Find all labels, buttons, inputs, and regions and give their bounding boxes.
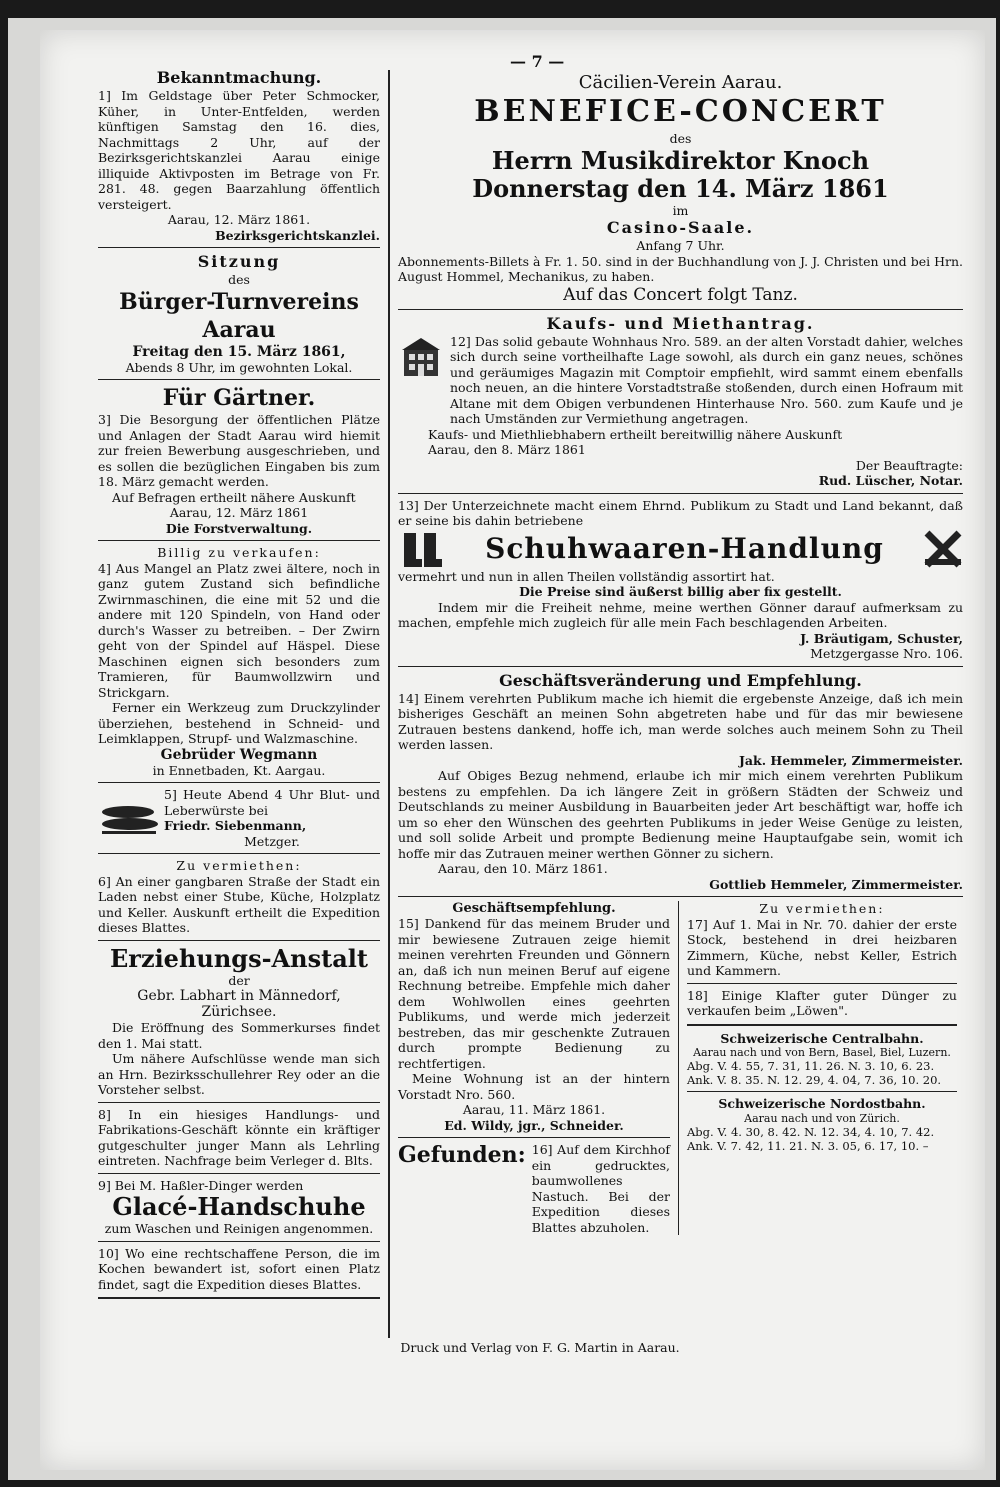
ad-text: Ferner ein Werkzeug zum Druckzylinder überziehen, bestehend in Schneid- und Leimklappen, Strupf- und Walzmaschine. — [98, 700, 380, 746]
ad-text: zum Waschen und Reinigen angenommen. — [104, 1221, 374, 1236]
column-divider — [388, 70, 390, 1338]
ad-signature: Jak. Hemmeler, Zimmermeister. — [739, 752, 963, 768]
ad-text: Die Eröffnung des Sommerkurses findet den 1. Mai statt. — [98, 1020, 380, 1051]
divider — [398, 666, 963, 667]
ad-text: 6] An einer gangbaren Straße der Stadt ein Laden nebst einer Stube, Küche, Holzplatz und Keller. Auskunft ertheilt die Expedition dieses Blattes. — [98, 873, 380, 935]
ad-price: Die Preise sind äußerst billig aber fix gestellt. — [519, 584, 842, 599]
ad-text: der — [228, 972, 250, 988]
imprint: Druck und Verlag von F. G. Martin in Aarau. — [400, 1340, 680, 1355]
ad-date: Aarau, 11. März 1861. — [462, 1102, 606, 1117]
ad-text: 16] Auf dem Kirchhof ein gedrucktes, baumwollenes Nastuch. Bei der Expedition dieses Blattes abzuholen. — [531, 1142, 670, 1235]
ad-signature: Gebrüder Wegmann — [160, 746, 318, 763]
ad-headline: Für Gärtner. — [162, 385, 316, 411]
ad-signature: Die Forstverwaltung. — [165, 520, 313, 536]
ad-text: 15] Dankend für das meinem Bruder und mir bewiesene Zutrauen zeige hiemit meinen verehrten Freunden und Gönnern an, daß ich nun meinen Beruf auf eigene Rechnung betreibe. Empfehle mich daher dem Wohlwollen eines geehrten Publikums, und werde mich jederzeit bestreben, das mir geschenkte Zutrauen durch prompte Bedienung zu rechtfertigen. — [398, 916, 670, 1071]
ad-text: Kaufs- und Miethliebhabern ertheilt bereitwillig nähere Auskunft — [428, 426, 843, 442]
ad-date: Aarau, den 8. März 1861 — [428, 442, 586, 457]
sausage-icon — [98, 798, 160, 838]
divider — [98, 853, 380, 854]
ad-signature: Gottlieb Hemmeler, Zimmermeister. — [709, 876, 963, 892]
boots-icon — [398, 529, 446, 569]
right-column — [398, 50, 963, 1235]
ad-title: Sitzung — [197, 252, 281, 271]
concert-name: Herrn Musikdirektor Knoch — [491, 145, 870, 175]
cobbler-emblem-icon — [923, 529, 963, 569]
ad-title: Zu vermiethen: — [759, 901, 885, 916]
concert-title: BENEFICE-CONCERT — [474, 94, 887, 129]
ad-title: Billig zu verkaufen: — [157, 545, 321, 560]
ad-signature: Rud. Lüscher, Notar. — [818, 473, 963, 488]
concert-text: im — [672, 202, 689, 218]
ad-text: 5] Heute Abend 4 Uhr Blut- und Leberwürste bei — [164, 787, 380, 818]
ad-headline: Glacé-Handschuhe — [112, 1192, 366, 1221]
ad-headline: Erziehungs-Anstalt — [110, 943, 368, 973]
divider — [398, 896, 963, 897]
concert-time: Anfang 7 Uhr. — [636, 238, 725, 253]
divider — [398, 309, 963, 310]
ad-text: 4] Aus Mangel an Platz zwei ältere, noch in ganz gutem Zustand sich befindliche Zwirnmaschinen, die eine mit 52 und die andere mit 120 Spindeln, von Hand oder durch's Wasser zu betreiben. – Der Zwirn geht von der Spindel auf Häspel. Diese Maschinen eignen sich besonders zum Tramieren, für Baumwollzwirn und Strickgarn. — [98, 560, 380, 700]
house-icon — [398, 334, 444, 380]
divider — [98, 782, 380, 783]
concert-place: Casino-Saale. — [606, 218, 755, 237]
ad-headline: Bürger-Turnvereins Aarau — [119, 288, 359, 343]
ad-time: Abends 8 Uhr, im gewohnten Lokal. — [125, 359, 353, 375]
ad-address: Metzgergasse Nro. 106. — [810, 646, 963, 661]
ad-text: Meine Wohnung ist an der hintern Vorstadt Nro. 560. — [398, 1071, 670, 1102]
ad-place: in Ennetbaden, Kt. Aargau. — [152, 762, 326, 778]
concert-dance: Auf das Concert folgt Tanz. — [563, 284, 798, 305]
railway-title: Schweizerische Nordostbahn. — [718, 1096, 926, 1111]
divider — [98, 1173, 380, 1174]
divider — [687, 983, 957, 984]
ad-role: Der Beauftragte: — [855, 457, 963, 473]
ad-title: Geschäftsempfehlung. — [452, 901, 616, 916]
concert-text: des — [669, 131, 692, 146]
railway-departure: Abg. V. 4. 30, 8. 42. N. 12. 34, 4. 10, 7. 42. — [687, 1124, 935, 1139]
divider — [687, 1091, 957, 1092]
divider — [98, 1241, 380, 1242]
ad-text: Um nähere Aufschlüsse wende man sich an Hrn. Bezirksschullehrer Rey oder an die Vorsteher selbst. — [98, 1051, 380, 1097]
concert-date: Donnerstag den 14. März 1861 — [472, 173, 889, 203]
ad-text: Auf Befragen ertheilt nähere Auskunft — [112, 489, 356, 505]
railway-arrival: Ank. V. 8. 35. N. 12. 29, 4. 04, 7. 36, 10. 20. — [687, 1073, 942, 1087]
shoe-shop-title: Schuhwaaren-Handlung — [485, 531, 884, 565]
ad-text: 10] Wo eine rechtschaffene Person, die im Kochen bewandert ist, sofort einen Platz findet, sagt die Expedition dieses Blattes. — [98, 1245, 380, 1292]
ad-title: Kaufs- und Miethantrag. — [546, 313, 815, 333]
railway-route: Aarau nach und von Zürich. — [744, 1111, 900, 1125]
divider — [98, 379, 380, 380]
ad-date: Aarau, 12. März 1861 — [169, 505, 309, 520]
ad-text: 1] Im Geldstage über Peter Schmocker, Küher, in Unter-Entfelden, werden künftigen Samstag den 16. dies, Nachmittags 2 Uhr, auf der Bezirksgerichtskanzlei Aarau einige illiquide Aktivposten im Betrage von Fr. 281. 48. gegen Baarzahlung öffentlich versteigert. — [98, 88, 380, 212]
ad-date: Aarau, den 10. März 1861. — [438, 861, 608, 876]
found-title: Gefunden: — [398, 1142, 526, 1168]
divider — [98, 1102, 380, 1103]
ad-text: 14] Einem verehrten Publikum mache ich hiemit die ergebenste Anzeige, daß ich mein bisheriges Geschäft an meinen Sohn abgetreten habe und für das mir bewiesene Zutrauen bestens dankend, hoffe ich, man werde solches auch meinem Sohn zu Theil werden lassen. — [398, 690, 963, 752]
divider — [98, 940, 380, 941]
ad-text: 12] Das solid gebaute Wohnhaus Nro. 589. an der alten Vorstadt dahier, welches sich durch seine vortheilhafte Lage sowohl, als durch ein ganz neues, schönes und geräumiges Magazin mit Comptoir empfiehlt, wird sammt einem ebenfalls noch neuen, an die hintere Vorstadtstraße stoßenden, durch einen Hofraum mit Altane mit dem Obigen verbundenen Hinterhause Nro. 560. zum Kaufe und je nach Umständen zur Vermiethung angetragen. — [450, 333, 963, 426]
ad-text: 17] Auf 1. Mai in Nr. 70. dahier der erste Stock, bestehend in drei heizbaren Zimmern, Küche, nebst Keller, Estrich und Kammern. — [687, 916, 957, 978]
ad-text: 9] Bei M. Haßler-Dinger werden — [98, 1177, 304, 1193]
ad-date: Aarau, 12. März 1861. — [167, 212, 311, 227]
railway-title: Schweizerische Centralbahn. — [720, 1030, 924, 1046]
divider — [98, 247, 380, 248]
ad-signature: Ed. Wildy, jgr., Schneider. — [444, 1117, 624, 1133]
ad-text: Indem mir die Freiheit nehme, meine werthen Gönner darauf aufmerksam zu machen, empfehle mich zugleich für alle mein Fach beschlagenden Arbeiten. — [398, 599, 963, 630]
ad-name: Gebr. Labhart in Männedorf, Zürichsee. — [137, 988, 341, 1020]
page-number: — 7 — — [510, 52, 565, 71]
divider — [398, 1137, 670, 1138]
divider — [687, 1024, 957, 1026]
ad-text: 8] In ein hiesiges Handlungs- und Fabrikations-Geschäft könnte ein kräftiger gutgeschulter junger Mann als Lehrling eintreten. Nachfrage beim Verleger d. Blts. — [98, 1106, 380, 1168]
ad-text: 13] Der Unterzeichnete macht einem Ehrnd. Publikum zu Stadt und Land bekannt, daß er seine bis dahin betriebene — [398, 497, 963, 528]
ad-date: Freitag den 15. März 1861, — [132, 343, 346, 360]
divider — [98, 1297, 380, 1299]
concert-text: Abonnements-Billets à Fr. 1. 50. sind in der Buchhandlung von J. J. Christen und bei Hrn. August Hommel, Mechanikus, zu haben. — [398, 253, 963, 284]
ad-signature: J. Bräutigam, Schuster, — [800, 630, 963, 646]
ad-text: Auf Obiges Bezug nehmend, erlaube ich mir mich einem verehrten Publikum bestens zu empfehlen. Da ich längere Zeit in größern Städten der Schweiz und Deutschlands zu meiner Ausbildung in Bauarbeiten jeder Art beschäftigt war, hoffe ich um so eher den Wünschen des geehrten Publikums in jeder Weise Genüge zu leisten, und soll solide Arbeit und prompte Bedienung meine Hauptaufgabe sein, womit ich hoffe mir das Zutrauen meiner werthen Gönner zu sichern. — [398, 768, 963, 861]
ad-text: vermehrt und nun in allen Theilen vollständig assortirt hat. — [398, 568, 775, 584]
left-column — [98, 68, 380, 1304]
ad-signature: Bezirksgerichtskanzlei. — [215, 227, 380, 243]
ad-title: Geschäftsveränderung und Empfehlung. — [499, 670, 862, 690]
ad-text: des — [228, 272, 250, 287]
railway-arrival: Ank. V. 7. 42, 11. 21. N. 3. 05, 6. 17, 10. – — [687, 1138, 929, 1153]
concert-society: Cäcilien-Verein Aarau. — [578, 72, 783, 93]
divider — [398, 493, 963, 494]
ad-job: Metzger. — [244, 833, 300, 849]
divider — [98, 540, 380, 541]
railway-route: Aarau nach und von Bern, Basel, Biel, Luzern. — [693, 1046, 951, 1059]
railway-departure: Abg. V. 4. 55, 7. 31, 11. 26. N. 3. 10, 6. 23. — [687, 1059, 935, 1073]
ad-signature: Friedr. Siebenmann, — [164, 818, 307, 833]
ad-text: 3] Die Besorgung der öffentlichen Plätze und Anlagen der Stadt Aarau wird hiemit zur freien Bewerbung ausgeschrieben, und es sollen die bezüglichen Eingaben bis zum 18. März gemacht werden. — [98, 412, 380, 489]
ad-title: Bekanntmachung. — [156, 68, 322, 87]
ad-title: Zu vermiethen: — [176, 858, 302, 873]
ad-text: 18] Einige Klafter guter Dünger zu verkaufen beim „Löwen". — [687, 987, 957, 1018]
